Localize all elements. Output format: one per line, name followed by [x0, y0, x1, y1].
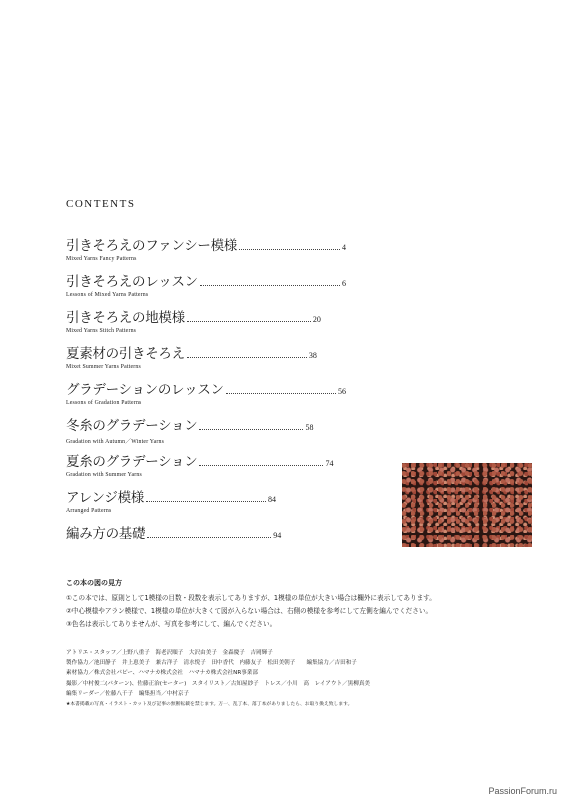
toc-title-en: Mixed Yarns Fancy Patterns: [66, 256, 137, 262]
toc-leader: [187, 357, 307, 358]
toc-entry: [66, 488, 346, 524]
credits-section: [66, 648, 506, 710]
toc-title-jp: 夏素材の引きそろえ: [66, 346, 185, 362]
toc-title-en: Lessons of Gradation Patterns: [66, 400, 142, 406]
toc-entry: [66, 344, 346, 380]
toc-entry: [66, 524, 346, 560]
toc-title-jp: 引きそろえのレッスン: [66, 274, 198, 290]
toc-page-number: 38: [308, 351, 317, 360]
toc-row: [66, 236, 346, 254]
toc-title-en: Mixet Summer Yarns Patterns: [66, 364, 141, 370]
contents-title: CONTENTS: [66, 198, 136, 210]
toc-entry: [66, 416, 346, 452]
toc-title-jp: 冬糸のグラデーション: [66, 418, 198, 434]
toc-title-jp: 引きそろえのファンシー模様: [66, 238, 237, 254]
toc-title-jp: 編み方の基礎: [66, 526, 146, 542]
toc-entry: [66, 272, 346, 308]
toc-page-number: 94: [273, 531, 282, 540]
note-line: ①この本では、原則として1模様の目数・段数を表示してありますが、1模様の単位が大きい場合は欄外に表示してあります。: [66, 594, 436, 602]
toc-leader: [239, 249, 340, 250]
toc-row: [66, 488, 346, 506]
toc-row: [66, 308, 346, 326]
toc-title-en: Gradation with Autumn／Winter Yarns: [66, 439, 165, 445]
toc-leader: [146, 501, 266, 502]
toc-entry: [66, 380, 346, 416]
watermark: PassionForum.ru: [488, 786, 557, 796]
toc-leader: [199, 429, 303, 430]
toc-leader: [200, 285, 340, 286]
credit-line: 撮影／中村俊二(パターン)、佐藤正治(セーター) スタイリスト／古知屋紗子 トレス／小川 高 レイアウト／黒柳真美: [66, 680, 371, 687]
toc-page-number: 20: [312, 315, 321, 324]
toc-entry: [66, 308, 346, 344]
toc-title-en: Arranged Patterns: [66, 508, 112, 514]
notes-section: [66, 578, 506, 631]
toc-title-en: Lessons of Mixed Yarns Patterns: [66, 292, 149, 298]
toc-leader: [187, 321, 311, 322]
toc-title-jp: アレンジ模様: [66, 490, 144, 506]
credit-line: 編集リーダー／佐藤八千子 編集担当／中村京子: [66, 690, 190, 697]
toc-leader: [226, 393, 336, 394]
copyright-footnote: ★本書掲載の写真・イラスト・カット及び記事の無断転載を禁じます。万一、乱丁本、落丁本がありましたら、お取り換え致します。: [66, 702, 353, 708]
toc-row: [66, 416, 346, 434]
toc-page-number: 84: [268, 495, 276, 504]
toc-page-number: 56: [338, 387, 346, 396]
credit-line: アトリエ・スタッフ／上野八重子 海老沢順子 大沢由美子 金森慶子 吉岡輝子: [66, 650, 273, 656]
toc-entry: [66, 236, 346, 272]
toc-leader: [199, 465, 323, 466]
yarn-photo: [402, 463, 532, 547]
toc-title-en: Gradation with Summer Yarns: [66, 472, 142, 478]
table-of-contents: [66, 236, 346, 560]
toc-entry: [66, 452, 346, 488]
toc-row: [66, 380, 346, 398]
toc-page-number: 58: [305, 423, 314, 432]
toc-title-jp: グラデーションのレッスン: [66, 382, 224, 398]
toc-page-number: 6: [342, 279, 346, 288]
note-line: ②中心模様やアラン模様で、1模様の単位が大きくて図が入らない場合は、右側の模様を参考にして左側を編んでください。: [66, 607, 433, 615]
notes-title: この本の図の見方: [66, 579, 122, 587]
toc-page-number: 4: [342, 243, 346, 252]
toc-row: [66, 272, 346, 290]
toc-row: [66, 344, 346, 362]
toc-row: [66, 452, 346, 470]
toc-page-number: 74: [325, 459, 334, 468]
credit-line: 素材協力／株式会社パピー、ハマナカ株式会社 ハマナカ株式会社NR事業部: [66, 670, 258, 677]
toc-title-jp: 夏糸のグラデーション: [66, 454, 198, 470]
note-line: ③色名は表示してありませんが、写真を参考にして、編んでください。: [66, 620, 277, 628]
toc-leader: [147, 537, 271, 538]
toc-row: [66, 524, 346, 542]
toc-title-en: Mixed Yarns Stitch Patterns: [66, 328, 137, 334]
toc-title-jp: 引きそろえの地模様: [66, 310, 185, 326]
credit-line: 製作協力／池田静子 井上恵美子 兼古洋子 清水悦子 田中香代 内藤友子 松田美朝子 編集協力／吉田和子: [66, 660, 357, 667]
